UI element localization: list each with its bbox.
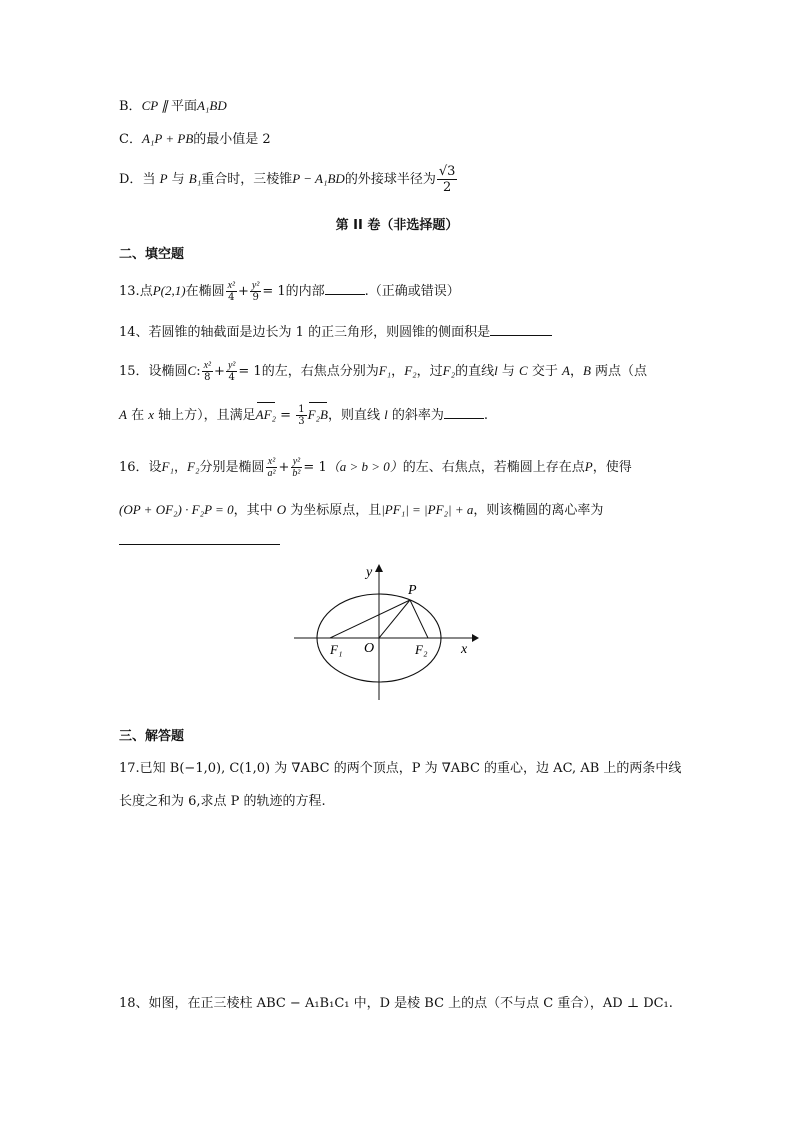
option-d-b1: B₁ bbox=[188, 171, 202, 186]
label-p: P bbox=[408, 583, 417, 598]
q13-x2: x² bbox=[227, 280, 236, 291]
q15-f2b: F₂ bbox=[442, 363, 456, 378]
q16-b2: b² bbox=[292, 468, 301, 479]
segment-pf1 bbox=[330, 600, 410, 638]
q16-abs: |PF₁| = |PF₂| + a bbox=[381, 502, 474, 517]
q13-frac-y bbox=[250, 280, 261, 303]
q16-t1: 分别是椭圆 bbox=[199, 460, 265, 475]
q15-comma: ， bbox=[569, 364, 583, 379]
q16-t3: ，使得 bbox=[592, 460, 632, 475]
q13-d9: 9 bbox=[252, 292, 259, 303]
part-two-title: 第 II 卷（非选择题） bbox=[335, 218, 459, 233]
section-fill-in-title: 二、填空题 bbox=[119, 247, 185, 262]
q13-d4: 4 bbox=[228, 292, 235, 303]
question-14 bbox=[119, 323, 552, 343]
q15-y2: y² bbox=[227, 360, 236, 371]
q13-point: P(2,1) bbox=[152, 283, 186, 298]
q15-b: B bbox=[582, 363, 591, 378]
q15-t3: 的直线 bbox=[455, 364, 495, 379]
option-c-expr: A₁P + PB bbox=[141, 131, 194, 146]
q13-t1: 点 bbox=[139, 284, 153, 299]
label-y: y bbox=[366, 565, 373, 580]
x-axis-arrow bbox=[472, 634, 479, 642]
q15-d3: 3 bbox=[298, 416, 305, 427]
q15-l2-t1: 在 bbox=[126, 408, 149, 423]
q15-t4: 与 bbox=[497, 364, 520, 379]
q16-comma: ， bbox=[174, 460, 188, 475]
q15-l2-t4: 的斜率为 bbox=[387, 408, 444, 423]
q13-eq: = 1 bbox=[262, 284, 286, 299]
q16-t4: ，其中 bbox=[233, 503, 277, 518]
q14-answer-blank[interactable] bbox=[490, 323, 552, 336]
question-15-line-2 bbox=[119, 404, 488, 427]
option-b-plane: A₁BD bbox=[196, 98, 227, 113]
q15-l2-x: x bbox=[148, 407, 154, 422]
q15-vec-f2b: F₂B bbox=[308, 405, 328, 425]
option-d-t3: 重合时，三棱锥 bbox=[201, 172, 293, 187]
q15-f2: F₂ bbox=[404, 363, 417, 378]
q15-f1: F₁ bbox=[378, 363, 392, 378]
question-16-line-1 bbox=[119, 456, 632, 479]
q15-plus: + bbox=[214, 364, 225, 379]
q15-l: l bbox=[494, 363, 498, 378]
q16-a2: a² bbox=[267, 468, 276, 479]
q15-t1: 的左，右焦点分别为 bbox=[261, 364, 379, 379]
option-d-label: D． bbox=[119, 172, 143, 187]
option-d-answer bbox=[437, 164, 458, 195]
question-18: 18、如图，在正三棱柱 ABC − A₁B₁C₁ 中，D 是棱 BC 上的点（不与点 C 重合），AD ⊥ DC₁. bbox=[119, 996, 673, 1011]
option-b bbox=[119, 96, 227, 117]
q15-frac-x bbox=[202, 360, 213, 383]
q15-l2-t3: ，则直线 bbox=[328, 408, 385, 423]
q15-t5: 交于 bbox=[527, 364, 562, 379]
q13-number: 13. bbox=[119, 284, 140, 299]
q15-frac-third bbox=[296, 404, 306, 427]
q15-c: C bbox=[187, 363, 197, 378]
q16-f1: F₁ bbox=[161, 459, 175, 474]
q13-plus: + bbox=[238, 284, 249, 299]
q16-answer-blank[interactable] bbox=[119, 544, 280, 545]
q15-l2-t2: 轴上方），且满足 bbox=[154, 408, 256, 423]
option-d-t1: 当 bbox=[142, 172, 160, 187]
label-x: x bbox=[461, 642, 468, 657]
q16-t6: ，则该椭圆的离心率为 bbox=[473, 503, 604, 518]
q13-t3: 的内部 bbox=[285, 284, 325, 299]
option-b-expr: CP ∥ bbox=[141, 98, 171, 113]
q15-sep: ， bbox=[391, 364, 405, 379]
q15-colon: : bbox=[196, 364, 201, 379]
y-axis-arrow bbox=[375, 564, 383, 572]
q15-t2: ，过 bbox=[416, 364, 443, 379]
q15-vec-af2: AF₂ bbox=[256, 405, 276, 425]
option-d-pyramid: P − A₁BD bbox=[292, 171, 345, 186]
q13-t2: 在椭圆 bbox=[185, 284, 225, 299]
label-f1: F₁ bbox=[330, 642, 343, 657]
option-d-p: P bbox=[159, 171, 168, 186]
answer-denominator: 2 bbox=[442, 180, 452, 195]
q15-eq: = 1 bbox=[238, 364, 262, 379]
q15-c2: C bbox=[519, 363, 528, 378]
question-13 bbox=[119, 280, 460, 303]
q16-p: P bbox=[584, 459, 593, 474]
q16-number: 16．设 bbox=[119, 460, 162, 475]
q15-t6: 两点（点 bbox=[590, 364, 648, 379]
option-d bbox=[119, 164, 458, 195]
q15-frac-y bbox=[226, 360, 237, 383]
question-17-line-2: 长度之和为 6,求点 P 的轨迹的方程. bbox=[119, 794, 326, 809]
label-o: O bbox=[364, 641, 375, 656]
q16-cond: （a > b > 0） bbox=[326, 459, 403, 474]
q16-f2: F₂ bbox=[187, 459, 200, 474]
q15-d8: 8 bbox=[204, 372, 211, 383]
q16-frac-x bbox=[266, 456, 278, 479]
q13-t4: .（正确或错误） bbox=[364, 284, 460, 299]
q16-x2: x² bbox=[267, 456, 276, 467]
q13-frac-x bbox=[226, 280, 237, 303]
q14-text: 14、若圆锥的轴截面是边长为 1 的正三角形，则圆锥的侧面积是 bbox=[119, 325, 491, 340]
segment-pf2 bbox=[410, 600, 428, 638]
q15-n1: 1 bbox=[298, 404, 305, 415]
option-d-t4: 的外接球半径为 bbox=[344, 172, 436, 187]
option-b-text: 平面 bbox=[170, 99, 197, 114]
q16-plus: + bbox=[278, 460, 290, 475]
option-c-text: 的最小值是 2 bbox=[193, 132, 271, 147]
q15-answer-blank[interactable] bbox=[444, 406, 484, 419]
q16-o: O bbox=[276, 502, 287, 517]
question-15-line-1 bbox=[119, 360, 647, 383]
segment-po bbox=[379, 600, 410, 638]
ellipse-figure bbox=[290, 560, 480, 705]
question-16-line-2 bbox=[119, 500, 603, 521]
q15-eq2: = bbox=[276, 408, 296, 423]
answer-numerator: √3 bbox=[438, 164, 456, 179]
q13-y2: y² bbox=[251, 280, 260, 291]
option-d-t2: 与 bbox=[167, 172, 189, 187]
q15-x2: x² bbox=[203, 360, 212, 371]
q16-y2: y² bbox=[292, 456, 301, 467]
option-c-label: C． bbox=[119, 132, 142, 147]
section-solve-title: 三、解答题 bbox=[119, 729, 185, 744]
q16-eq: = 1 bbox=[303, 460, 327, 475]
question-17-line-1: 17.已知 B(−1,0), C(1,0) 为 ∇ABC 的两个顶点，P 为 ∇ABC 的重心，边 AC, AB 上的两条中线 bbox=[119, 761, 682, 776]
q16-frac-y bbox=[290, 456, 302, 479]
q16-t5: 为坐标原点，且 bbox=[286, 503, 382, 518]
q15-l2-l: l bbox=[384, 407, 388, 422]
q15-number: 15．设椭圆 bbox=[119, 364, 188, 379]
option-c bbox=[119, 129, 271, 150]
q15-l2-a: A bbox=[119, 407, 127, 422]
option-b-label: B． bbox=[119, 99, 142, 114]
q16-t2: 的左、右焦点，若椭圆上存在点 bbox=[402, 460, 585, 475]
q16-expr: (OP + OF₂) · F₂P = 0 bbox=[119, 502, 234, 517]
q13-answer-blank[interactable] bbox=[325, 282, 365, 295]
q15-a: A bbox=[561, 363, 570, 378]
q15-end: . bbox=[483, 408, 489, 423]
q15-d4: 4 bbox=[228, 372, 235, 383]
label-f2: F₂ bbox=[415, 642, 428, 657]
